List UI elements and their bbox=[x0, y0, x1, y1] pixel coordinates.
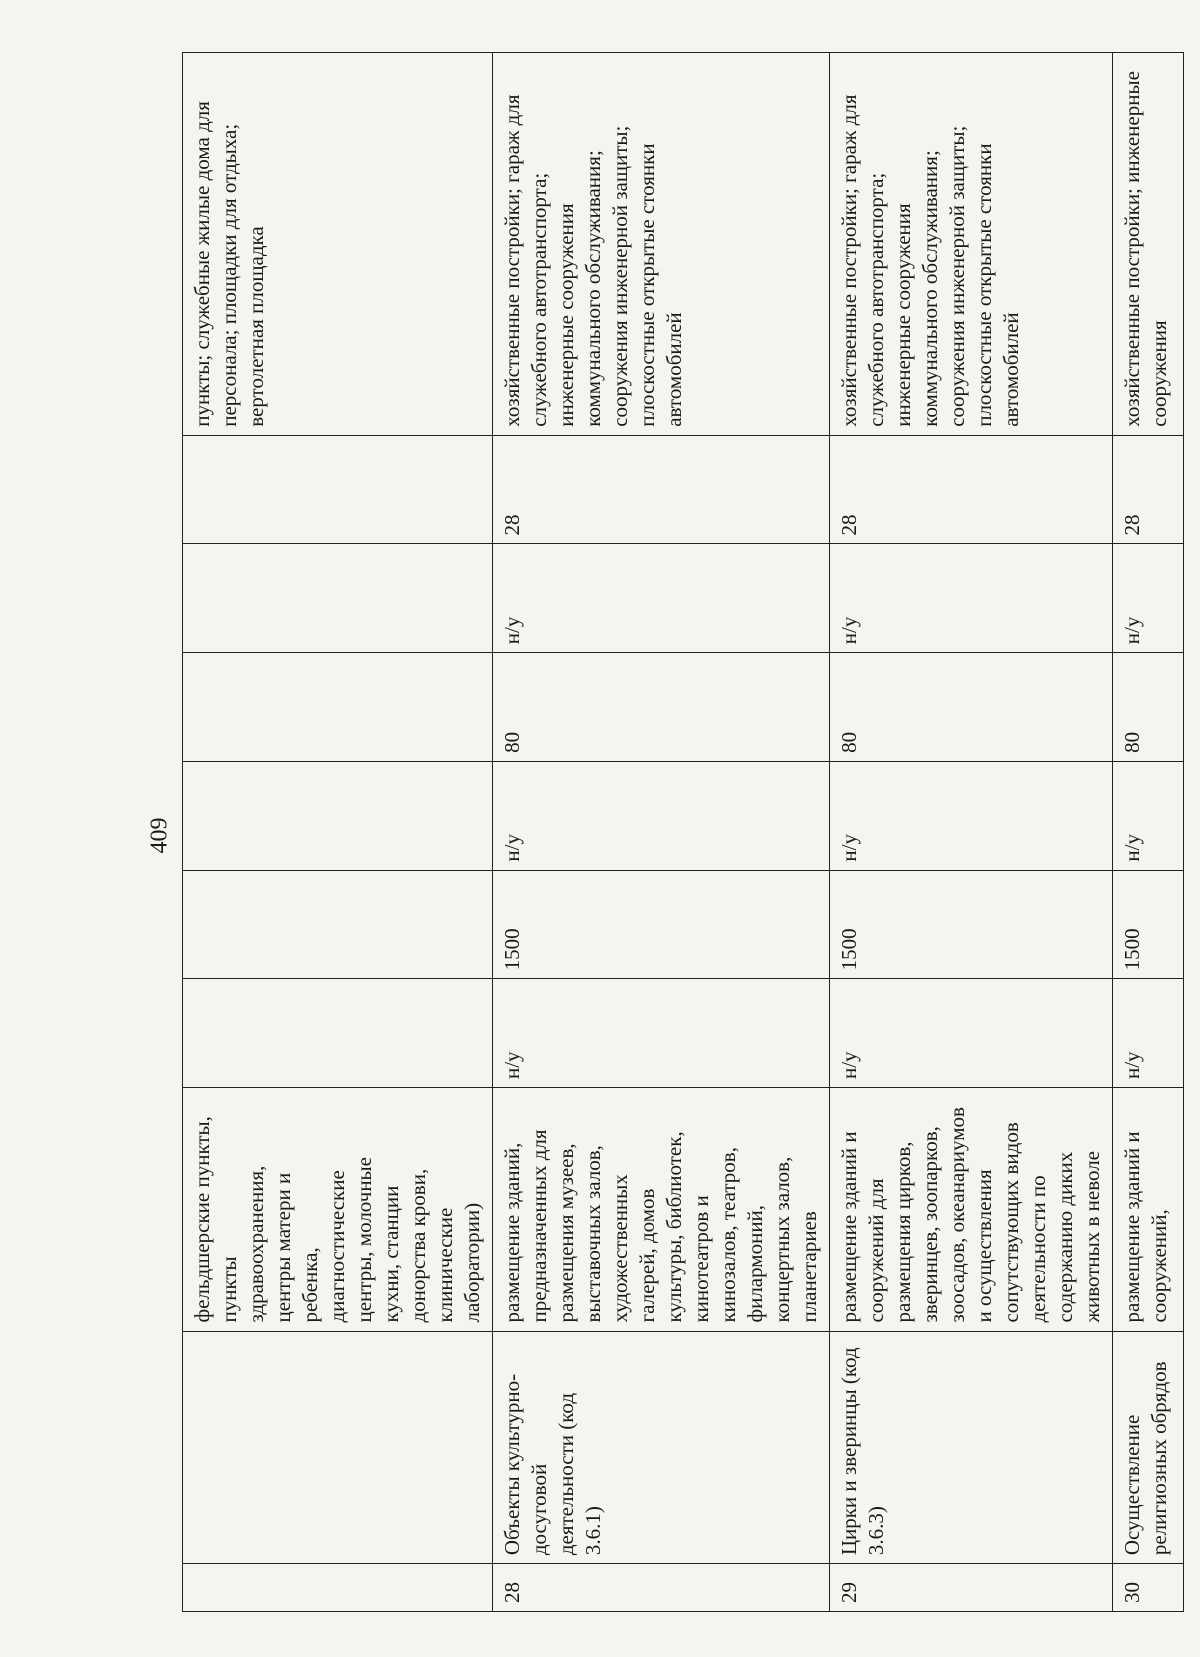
structures-cell: пункты; служебные жилые дома для персонала; площадки для отдыха; вертолетная площадка bbox=[183, 53, 493, 436]
table-row bbox=[1113, 53, 1184, 1612]
row-number-cell bbox=[183, 1564, 493, 1612]
land-use-table-wrapper bbox=[182, 52, 1171, 1612]
row-number-cell: 28 bbox=[493, 1564, 830, 1612]
param-cell-5: н/у bbox=[493, 544, 830, 653]
param-cell-2: 1500 bbox=[1113, 870, 1184, 979]
param-cell-3: н/у bbox=[1113, 761, 1184, 870]
param-cell-6 bbox=[183, 435, 493, 544]
param-cell-1: н/у bbox=[1113, 979, 1184, 1088]
description-cell: размещение зданий, предназначенных для размещения музеев, выставочных залов, художественных галерей, домов культуры, библиотек, кинотеатров и кинозалов, театров, филармоний, концертных залов, планетариев bbox=[493, 1088, 830, 1332]
use-type-cell: Цирки и зверинцы (код 3.6.3) bbox=[830, 1331, 1113, 1564]
param-cell-3 bbox=[183, 761, 493, 870]
table-row bbox=[493, 53, 830, 1612]
param-cell-5: н/у bbox=[830, 544, 1113, 653]
param-cell-1: н/у bbox=[830, 979, 1113, 1088]
description-cell: размещение зданий и сооружений для размещения цирков, зверинцев, зоопарков, зоосадов, океанариумов и осуществления сопутствующих видов деятельности по содержанию диких животных в неволе bbox=[830, 1088, 1113, 1332]
param-cell-5: н/у bbox=[1113, 544, 1184, 653]
structures-cell: хозяйственные постройки; инженерные сооружения bbox=[1113, 53, 1184, 436]
param-cell-3: н/у bbox=[830, 761, 1113, 870]
description-cell: фельдшерские пункты, пункты здравоохранения, центры матери и ребенка, диагностические центры, молочные кухни, станции донорства крови, клинические лаборатории) bbox=[183, 1088, 493, 1332]
structures-cell: хозяйственные постройки; гараж для служебного автотранспорта; инженерные сооружения коммунального обслуживания; сооружения инженерной защиты; плоскостные открытые стоянки автомобилей bbox=[493, 53, 830, 436]
use-type-cell: Объекты культурно-досуговой деятельности (код 3.6.1) bbox=[493, 1331, 830, 1564]
param-cell-2: 1500 bbox=[830, 870, 1113, 979]
param-cell-6: 28 bbox=[493, 435, 830, 544]
param-cell-4: 80 bbox=[830, 653, 1113, 762]
param-cell-1 bbox=[183, 979, 493, 1088]
param-cell-1: н/у bbox=[493, 979, 830, 1088]
param-cell-2: 1500 bbox=[493, 870, 830, 979]
table-row bbox=[830, 53, 1113, 1612]
param-cell-4: 80 bbox=[493, 653, 830, 762]
param-cell-6: 28 bbox=[830, 435, 1113, 544]
table-row bbox=[183, 53, 493, 1612]
structures-cell: хозяйственные постройки; гараж для служебного автотранспорта; инженерные сооружения коммунального обслуживания; сооружения инженерной защиты; плоскостные открытые стоянки автомобилей bbox=[830, 53, 1113, 436]
land-use-table bbox=[182, 52, 1184, 1612]
param-cell-5 bbox=[183, 544, 493, 653]
use-type-cell: Осуществление религиозных обрядов bbox=[1113, 1331, 1184, 1564]
param-cell-2 bbox=[183, 870, 493, 979]
param-cell-4: 80 bbox=[1113, 653, 1184, 762]
page-number: 409 bbox=[146, 817, 173, 854]
param-cell-4 bbox=[183, 653, 493, 762]
use-type-cell bbox=[183, 1331, 493, 1564]
description-cell: размещение зданий и сооружений, bbox=[1113, 1088, 1184, 1332]
param-cell-6: 28 bbox=[1113, 435, 1184, 544]
row-number-cell: 29 bbox=[830, 1564, 1113, 1612]
row-number-cell: 30 bbox=[1113, 1564, 1184, 1612]
param-cell-3: н/у bbox=[493, 761, 830, 870]
